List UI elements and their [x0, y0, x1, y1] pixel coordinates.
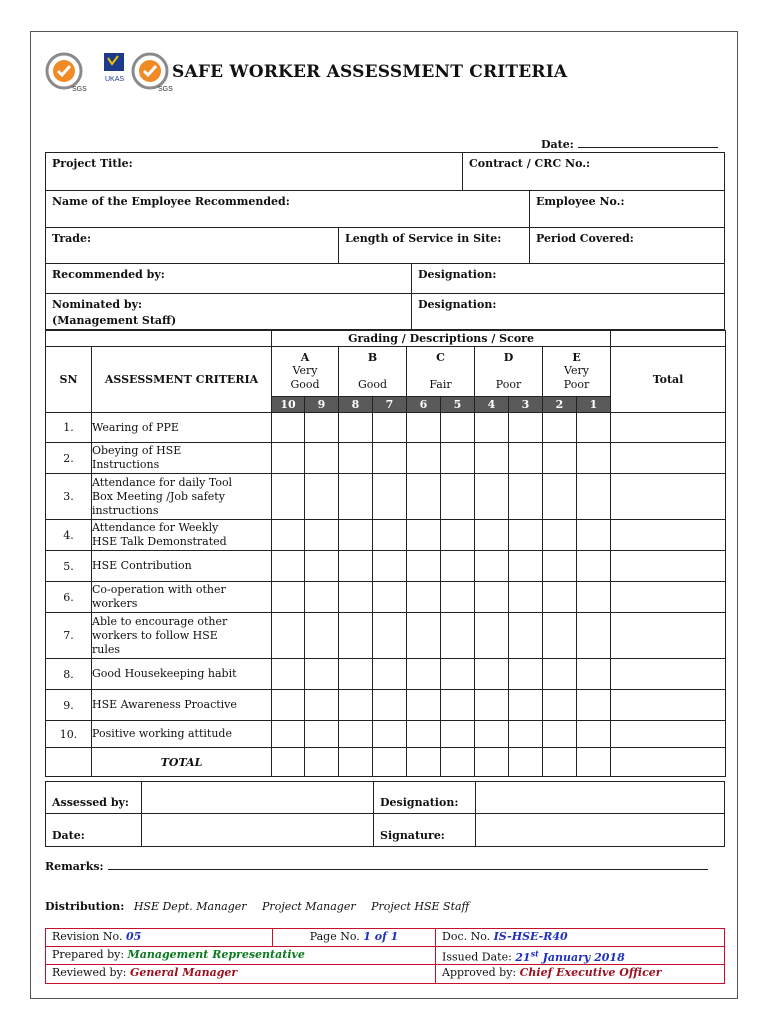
document-control-block — [45, 928, 725, 984]
criteria-text — [92, 443, 272, 474]
criteria-line: workers to follow HSE — [92, 628, 218, 642]
score-entry-cell[interactable] — [441, 659, 475, 690]
score-entry-cell[interactable] — [475, 582, 509, 613]
row-total-cell[interactable] — [611, 551, 726, 582]
grade-c-header — [407, 347, 475, 397]
total-score-cell[interactable] — [577, 748, 611, 777]
score-entry-cell[interactable] — [373, 443, 407, 474]
score-entry-cell[interactable] — [305, 582, 339, 613]
recommended-by-field[interactable]: Recommended by: — [46, 264, 412, 293]
criteria-line: instructions — [92, 503, 159, 517]
remarks-line[interactable] — [108, 860, 708, 870]
score-entry-cell[interactable] — [543, 413, 577, 443]
total-score-cell[interactable] — [509, 748, 543, 777]
criteria-line: Attendance for Weekly — [92, 521, 219, 534]
grade-desc-2: Fair — [429, 378, 452, 391]
score-entry-cell[interactable] — [509, 413, 543, 443]
score-cell: 6 — [407, 397, 441, 413]
nominated-by-field[interactable]: Nominated by: (Management Staff) — [46, 294, 412, 329]
score-entry-cell[interactable] — [407, 474, 441, 520]
criteria-sn: 1. — [46, 413, 92, 443]
criteria-sn: 7. — [46, 613, 92, 659]
score-entry-cell[interactable] — [509, 582, 543, 613]
row-total-cell[interactable] — [611, 520, 726, 551]
sn-header: SN — [46, 347, 92, 413]
row-total-cell[interactable] — [611, 659, 726, 690]
criteria-line: Good Housekeeping habit — [92, 667, 237, 680]
grade-letter: B — [367, 351, 378, 364]
score-entry-cell[interactable] — [577, 474, 611, 520]
date-input[interactable] — [142, 814, 374, 846]
criteria-sn: 9. — [46, 690, 92, 721]
score-entry-cell[interactable] — [407, 551, 441, 582]
sgs-logo-text-1: SGS — [72, 86, 87, 93]
score-cell: 2 — [543, 397, 577, 413]
row-total-cell[interactable] — [611, 443, 726, 474]
criteria-sn: 6. — [46, 582, 92, 613]
grade-a-header — [272, 347, 339, 397]
criteria-rows — [46, 413, 726, 748]
total-score-cell[interactable] — [373, 748, 407, 777]
criteria-line: HSE Awareness Proactive — [92, 698, 237, 711]
score-entry-cell[interactable] — [373, 659, 407, 690]
score-entry-cell[interactable] — [543, 520, 577, 551]
assessed-by-input[interactable] — [142, 782, 374, 813]
score-entry-cell[interactable] — [441, 413, 475, 443]
score-entry-cell[interactable] — [407, 443, 441, 474]
designation-field-2[interactable]: Designation: — [418, 298, 497, 311]
project-title-field[interactable]: Project Title: — [46, 153, 463, 190]
score-entry-cell[interactable] — [543, 474, 577, 520]
total-score-cell[interactable] — [339, 748, 373, 777]
score-entry-cell[interactable] — [475, 659, 509, 690]
page-no-cell: Page No. 1 of 1 — [273, 929, 436, 946]
row-total-cell[interactable] — [611, 690, 726, 721]
criteria-line: Instructions — [92, 458, 160, 471]
assessment-signoff-block — [45, 781, 725, 847]
score-entry-cell[interactable] — [509, 520, 543, 551]
prepared-by-cell: Prepared by: Management Representative — [46, 947, 436, 964]
table-corner — [46, 331, 272, 347]
grade-letter: C — [436, 351, 445, 364]
total-score-cell[interactable] — [441, 748, 475, 777]
score-entry-cell[interactable] — [373, 413, 407, 443]
score-entry-cell[interactable] — [441, 474, 475, 520]
table-row — [46, 551, 726, 582]
score-entry-cell[interactable] — [272, 582, 305, 613]
ukas-logo-icon — [104, 53, 124, 83]
criteria-text — [92, 613, 272, 659]
score-entry-cell[interactable] — [577, 721, 611, 748]
table-row — [46, 690, 726, 721]
score-entry-cell[interactable] — [509, 690, 543, 721]
grade-desc-2: Good — [290, 378, 320, 391]
table-row — [46, 721, 726, 748]
criteria-text — [92, 474, 272, 520]
score-entry-cell[interactable] — [441, 613, 475, 659]
grade-desc-1 — [407, 364, 474, 378]
total-score-cell[interactable] — [407, 748, 441, 777]
score-entry-cell[interactable] — [577, 443, 611, 474]
score-entry-cell[interactable] — [305, 613, 339, 659]
grade-desc-2: Poor — [563, 378, 590, 391]
criteria-text — [92, 659, 272, 690]
score-cell: 10 — [272, 397, 305, 413]
score-entry-cell[interactable] — [475, 551, 509, 582]
grade-desc-1: Very — [564, 364, 589, 377]
table-row — [46, 613, 726, 659]
criteria-line: Attendance for daily Tool — [92, 475, 233, 489]
score-entry-cell[interactable] — [373, 690, 407, 721]
criteria-text — [92, 413, 272, 443]
criteria-line: workers — [92, 597, 138, 610]
criteria-text — [92, 721, 272, 748]
date-field[interactable] — [541, 138, 718, 151]
table-row — [46, 582, 726, 613]
grade-desc-2: Poor — [495, 378, 522, 391]
score-entry-cell[interactable] — [407, 721, 441, 748]
score-entry-cell[interactable] — [272, 551, 305, 582]
score-entry-cell[interactable] — [441, 443, 475, 474]
score-entry-cell[interactable] — [509, 659, 543, 690]
total-row-label: TOTAL — [92, 748, 272, 777]
row-total-cell[interactable] — [611, 613, 726, 659]
revision-cell: Revision No. 05 — [46, 929, 273, 946]
score-entry-cell[interactable] — [441, 582, 475, 613]
score-entry-cell[interactable] — [339, 690, 373, 721]
reviewed-by-cell: Reviewed by: General Manager — [46, 965, 436, 983]
total-score-cell[interactable] — [475, 748, 509, 777]
criteria-sn: 10. — [46, 721, 92, 748]
table-row — [46, 443, 726, 474]
certification-logos — [44, 49, 184, 93]
score-entry-cell[interactable] — [475, 613, 509, 659]
score-entry-cell[interactable] — [577, 690, 611, 721]
distribution-item: Project HSE Staff — [371, 900, 470, 913]
criteria-line: HSE Contribution — [92, 559, 192, 572]
score-entry-cell[interactable] — [475, 690, 509, 721]
score-entry-cell[interactable] — [272, 443, 305, 474]
score-cell: 3 — [509, 397, 543, 413]
table-row — [46, 474, 726, 520]
sgs-logo-icon-2 — [133, 54, 167, 88]
row-total-cell[interactable] — [611, 582, 726, 613]
score-entry-cell[interactable] — [441, 721, 475, 748]
score-entry-cell[interactable] — [407, 613, 441, 659]
criteria-text — [92, 551, 272, 582]
designation-field-1[interactable]: Designation: — [418, 268, 497, 281]
score-entry-cell[interactable] — [441, 690, 475, 721]
designation-label: Designation: — [374, 782, 476, 813]
score-entry-cell[interactable] — [509, 474, 543, 520]
score-entry-cell[interactable] — [305, 443, 339, 474]
contract-no-field[interactable]: Contract / CRC No.: — [469, 157, 591, 170]
period-covered-field[interactable]: Period Covered: — [536, 232, 634, 245]
employee-no-field[interactable]: Employee No.: — [536, 195, 625, 208]
score-cell: 4 — [475, 397, 509, 413]
criteria-line: Box Meeting /Job safety — [92, 489, 225, 503]
criteria-line: Obeying of HSE — [92, 444, 182, 457]
score-entry-cell[interactable] — [272, 721, 305, 748]
score-entry-cell[interactable] — [577, 613, 611, 659]
employee-name-field[interactable]: Name of the Employee Recommended: — [46, 191, 530, 227]
score-entry-cell[interactable] — [373, 551, 407, 582]
criteria-text — [92, 520, 272, 551]
criteria-header: ASSESSMENT CRITERIA — [92, 347, 272, 413]
score-entry-cell[interactable] — [373, 474, 407, 520]
score-entry-cell[interactable] — [407, 659, 441, 690]
grade-desc-1 — [475, 364, 542, 378]
row-total-cell[interactable] — [611, 721, 726, 748]
criteria-text — [92, 582, 272, 613]
date-label: Date: — [541, 138, 574, 151]
date-label-bottom: Date: — [46, 814, 142, 846]
distribution-item: HSE Dept. Manager — [133, 900, 247, 913]
score-entry-cell[interactable] — [475, 443, 509, 474]
score-entry-cell[interactable] — [577, 520, 611, 551]
assessed-by-label: Assessed by: — [46, 782, 142, 813]
distribution-item: Project Manager — [262, 900, 356, 913]
score-entry-cell[interactable] — [305, 474, 339, 520]
score-entry-cell[interactable] — [305, 690, 339, 721]
grade-e-header — [543, 347, 611, 397]
score-entry-cell[interactable] — [272, 413, 305, 443]
remarks-label: Remarks: — [45, 860, 104, 873]
score-entry-cell[interactable] — [272, 690, 305, 721]
criteria-sn: 5. — [46, 551, 92, 582]
score-entry-cell[interactable] — [543, 690, 577, 721]
criteria-line: HSE Talk Demonstrated — [92, 535, 227, 548]
score-entry-cell[interactable] — [305, 721, 339, 748]
total-score-cell[interactable] — [305, 748, 339, 777]
total-header: Total — [611, 347, 726, 413]
doc-no-cell: Doc. No. IS-HSE-R40 — [442, 930, 568, 943]
criteria-line: Positive working attitude — [92, 727, 232, 740]
score-cell: 1 — [577, 397, 611, 413]
sgs-logo-text-2: SGS — [158, 86, 173, 93]
score-entry-cell[interactable] — [305, 413, 339, 443]
remarks-field[interactable] — [45, 860, 708, 873]
trade-field[interactable]: Trade: — [46, 228, 339, 263]
score-entry-cell[interactable] — [509, 551, 543, 582]
score-entry-cell[interactable] — [272, 520, 305, 551]
score-entry-cell[interactable] — [509, 721, 543, 748]
score-entry-cell[interactable] — [339, 551, 373, 582]
score-entry-cell[interactable] — [543, 613, 577, 659]
score-cell: 5 — [441, 397, 475, 413]
score-entry-cell[interactable] — [339, 474, 373, 520]
employee-info-block — [45, 152, 725, 330]
score-entry-cell[interactable] — [373, 613, 407, 659]
table-corner-right — [611, 331, 726, 347]
issued-date-cell: Issued Date: 21st January 2018 — [442, 948, 625, 964]
distribution-label: Distribution: — [45, 900, 125, 913]
total-row-sn — [46, 748, 92, 777]
score-entry-cell[interactable] — [373, 721, 407, 748]
score-entry-cell[interactable] — [373, 520, 407, 551]
criteria-sn: 8. — [46, 659, 92, 690]
total-score-cell[interactable] — [543, 748, 577, 777]
grade-b-header — [339, 347, 407, 397]
score-entry-cell[interactable] — [339, 413, 373, 443]
score-entry-cell[interactable] — [475, 413, 509, 443]
criteria-line: Able to encourage other — [92, 614, 228, 628]
score-entry-cell[interactable] — [441, 551, 475, 582]
ukas-logo-text: UKAS — [105, 76, 125, 83]
signature-label: Signature: — [374, 814, 476, 846]
score-entry-cell[interactable] — [305, 659, 339, 690]
assessment-table — [45, 330, 726, 777]
score-entry-cell[interactable] — [475, 721, 509, 748]
grading-header: Grading / Descriptions / Score — [272, 331, 611, 347]
sgs-logo-icon — [47, 54, 81, 88]
score-entry-cell[interactable] — [272, 474, 305, 520]
score-entry-cell[interactable] — [543, 582, 577, 613]
designation-input[interactable] — [476, 782, 724, 813]
table-row — [46, 659, 726, 690]
grade-desc-2: Good — [357, 378, 388, 391]
signature-input[interactable] — [476, 814, 724, 846]
score-entry-cell[interactable] — [272, 659, 305, 690]
grade-letter: D — [503, 351, 514, 364]
distribution-line — [45, 900, 475, 913]
criteria-sn: 2. — [46, 443, 92, 474]
score-cell: 7 — [373, 397, 407, 413]
form-title: SAFE WORKER ASSESSMENT CRITERIA — [172, 62, 568, 82]
score-entry-cell[interactable] — [373, 582, 407, 613]
approved-by-cell: Approved by: Chief Executive Officer — [442, 966, 662, 979]
score-cell: 8 — [339, 397, 373, 413]
score-entry-cell[interactable] — [509, 443, 543, 474]
length-of-service-field[interactable]: Length of Service in Site: — [339, 228, 530, 263]
score-entry-cell[interactable] — [543, 659, 577, 690]
criteria-line: rules — [92, 642, 121, 656]
score-entry-cell[interactable] — [441, 520, 475, 551]
score-entry-cell[interactable] — [543, 721, 577, 748]
score-entry-cell[interactable] — [305, 520, 339, 551]
row-total-cell[interactable] — [611, 413, 726, 443]
score-entry-cell[interactable] — [475, 520, 509, 551]
grade-letter: E — [572, 351, 581, 364]
table-row — [46, 413, 726, 443]
score-entry-cell[interactable] — [543, 551, 577, 582]
score-entry-cell[interactable] — [407, 690, 441, 721]
criteria-line: Wearing of PPE — [92, 420, 179, 434]
criteria-sn: 3. — [46, 474, 92, 520]
score-entry-cell[interactable] — [339, 582, 373, 613]
score-cell: 9 — [305, 397, 339, 413]
total-score-cell[interactable] — [272, 748, 305, 777]
row-total-cell[interactable] — [611, 474, 726, 520]
grade-letter: A — [300, 351, 310, 364]
score-entry-cell[interactable] — [305, 551, 339, 582]
score-entry-cell[interactable] — [339, 520, 373, 551]
criteria-line: Co-operation with other — [92, 583, 226, 596]
grand-total-cell[interactable] — [611, 748, 726, 777]
score-entry-cell[interactable] — [577, 413, 611, 443]
grade-desc-1: Very — [292, 364, 318, 377]
grade-desc-1 — [339, 364, 406, 378]
date-line-blank[interactable] — [578, 138, 718, 148]
score-entry-cell[interactable] — [509, 613, 543, 659]
score-entry-cell[interactable] — [339, 721, 373, 748]
score-entry-cell[interactable] — [407, 413, 441, 443]
score-entry-cell[interactable] — [475, 474, 509, 520]
score-entry-cell[interactable] — [543, 443, 577, 474]
criteria-sn: 4. — [46, 520, 92, 551]
score-entry-cell[interactable] — [577, 551, 611, 582]
score-entry-cell[interactable] — [272, 613, 305, 659]
criteria-text — [92, 690, 272, 721]
score-entry-cell[interactable] — [339, 613, 373, 659]
score-entry-cell[interactable] — [577, 582, 611, 613]
score-entry-cell[interactable] — [339, 659, 373, 690]
score-entry-cell[interactable] — [407, 520, 441, 551]
table-row — [46, 520, 726, 551]
score-entry-cell[interactable] — [339, 443, 373, 474]
grade-d-header — [475, 347, 543, 397]
score-entry-cell[interactable] — [407, 582, 441, 613]
score-entry-cell[interactable] — [577, 659, 611, 690]
